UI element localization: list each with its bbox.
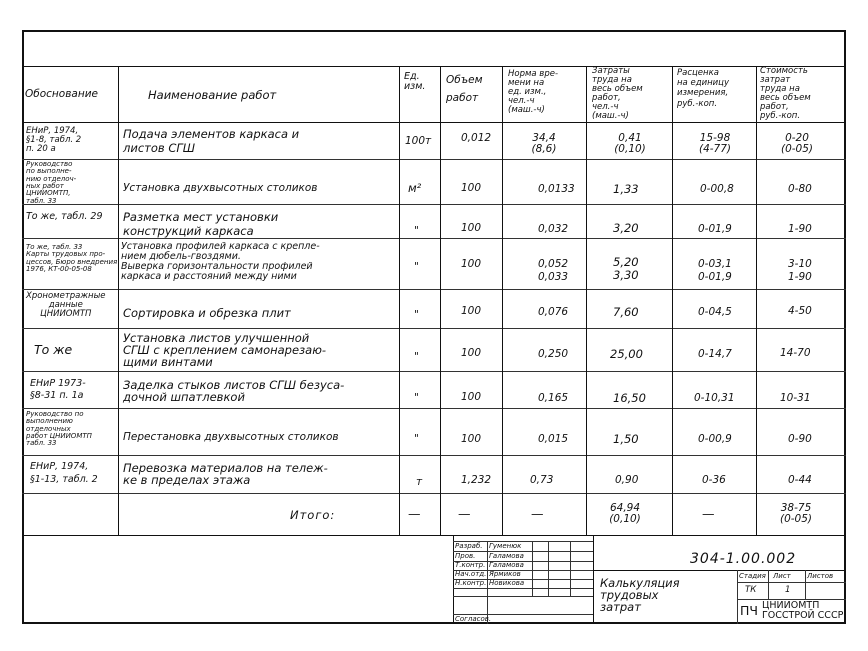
row2-cost: 0-80 [788, 183, 812, 195]
total-norm-dash: — [531, 506, 544, 521]
row1-cost: 0-20 (0-05) [780, 132, 814, 156]
stamp-org-prefix: ПЧ [740, 603, 758, 618]
stamp-name: Гуменюк [489, 542, 522, 550]
row7-basis: ЕНиР 1973- §8-31 п. 1а [30, 378, 86, 402]
row6-labor: 25,00 [610, 347, 643, 361]
row3-unit: " [414, 225, 419, 237]
row-line [22, 328, 846, 329]
row9-labor: 0,90 [615, 474, 639, 486]
stamp-role: Т.контр. [455, 561, 486, 569]
row8-basis: Руководство по выполнению отделочных работ ЦНИИОМТП табл. 33 [26, 410, 92, 448]
total-label: Итого: [290, 508, 336, 522]
col-line [672, 66, 673, 535]
row7-rate: 0-10,31 [694, 392, 735, 404]
row7-unit: " [414, 392, 419, 404]
row2-unit: м² [408, 181, 422, 195]
total-unit-dash: — [408, 506, 421, 521]
row4-labor: 5,20 3,30 [613, 255, 639, 282]
row4-name: Установка профилей каркаса с крепле- нием дюбель-гвоздями. Выверка горизонтальности профилей каркаса и расстояний между ними [121, 241, 320, 282]
row3-volume: 100 [461, 222, 482, 234]
row7-volume: 100 [461, 391, 482, 403]
col-line [399, 66, 400, 535]
stamp-role: Н.контр. [455, 579, 487, 587]
header-name: Наименование работ [148, 88, 277, 102]
row1-name: Подача элементов каркаса и листов СГШ [123, 127, 300, 156]
row4-rate: 0-03,1 0-01,9 [698, 258, 732, 283]
row4-cost: 3-10 1-90 [788, 258, 812, 283]
col-line [502, 66, 503, 535]
row3-rate: 0-01,9 [698, 223, 732, 235]
row7-norm: 0,165 [538, 392, 569, 404]
stamp-mid-line [593, 535, 594, 624]
header-volume: Объем работ [446, 74, 483, 104]
row5-norm: 0,076 [538, 306, 569, 318]
row5-name: Сортировка и обрезка плит [123, 306, 291, 320]
row1-volume: 0,012 [461, 132, 492, 144]
stamp-name: Новикова [489, 579, 525, 587]
total-cost: 38-75 (0-05) [779, 502, 813, 526]
table-bottom-line [22, 535, 846, 536]
row2-norm: 0,0133 [538, 183, 575, 195]
row4-volume: 100 [461, 258, 482, 270]
stamp-info-line [768, 570, 769, 599]
header-norm: Норма вре- мени на ед. изм., чел.-ч (маш.-ч) [508, 69, 559, 115]
row8-volume: 100 [461, 433, 482, 445]
header-rate: Расценка на единицу измерения, руб.-коп. [677, 68, 729, 109]
header-basis: Обоснование [25, 88, 98, 100]
row9-basis: ЕНиР, 1974, §1-13, табл. 2 [30, 461, 98, 486]
header-cost: Стоимость затрат труда на весь объем работ, руб.-коп. [760, 66, 811, 121]
stamp-row-line [453, 588, 593, 589]
col-line [586, 66, 587, 535]
row4-norm: 0,052 0,033 [538, 258, 569, 283]
stamp-name: Ярмиков [489, 570, 521, 578]
row1-rate: 15-98 (4-77) [698, 132, 732, 156]
stamp-sheet-value: 1 [785, 585, 791, 595]
stamp-role: Пров. [455, 552, 476, 560]
row-line [22, 289, 846, 290]
row-line [22, 204, 846, 205]
row2-labor: 1,33 [613, 182, 639, 196]
row8-unit: " [414, 433, 419, 445]
col-line [756, 66, 757, 535]
row5-cost: 4-50 [788, 305, 812, 317]
row8-cost: 0-90 [788, 433, 812, 445]
stamp-col-line [487, 541, 488, 624]
row2-volume: 100 [461, 182, 482, 194]
col-line [440, 66, 441, 535]
row-line [22, 408, 846, 409]
row6-basis: То же [34, 342, 73, 357]
row1-norm: 34,4 (8,6) [531, 132, 557, 156]
row1-basis: ЕНиР, 1974, §1-8, табл. 2 п. 20 а [26, 126, 82, 154]
row8-rate: 0-00,9 [698, 433, 732, 445]
row8-norm: 0,015 [538, 433, 569, 445]
stamp-role: Разраб. [455, 542, 483, 550]
row5-rate: 0-04,5 [698, 306, 732, 318]
stamp-name: Галамова [489, 552, 524, 560]
row2-rate: 0-00,8 [700, 183, 734, 195]
row8-labor: 1,50 [613, 432, 639, 446]
stamp-name: Галамова [489, 561, 524, 569]
row-line [22, 455, 846, 456]
row9-cost: 0-44 [788, 474, 812, 486]
row6-norm: 0,250 [538, 348, 569, 360]
row8-name: Перестановка двухвысотных столиков [123, 431, 339, 443]
row3-basis: То же, табл. 29 [26, 211, 103, 222]
stamp-sheets-label: Листов [807, 572, 834, 580]
stamp-doc-title: Калькуляция трудовых затрат [600, 576, 680, 615]
table-top-line [22, 66, 846, 67]
row6-unit: " [414, 351, 419, 363]
row9-unit: т [416, 476, 423, 488]
row9-rate: 0-36 [702, 474, 726, 486]
stamp-sheet-label: Лист [773, 572, 791, 580]
row4-unit: " [414, 261, 419, 273]
row7-cost: 10-31 [780, 392, 811, 404]
row3-labor: 3,20 [613, 221, 639, 235]
stamp-doc-code: 304-1.00.002 [690, 551, 797, 567]
stamp-role: Нач.отд. [455, 570, 487, 578]
row3-name: Разметка мест установки конструкций каркаса [123, 210, 279, 239]
row6-name: Установка листов улучшенной СГШ с креплением самонарезаю- щими винтами [123, 331, 327, 370]
row3-cost: 1-90 [788, 223, 812, 235]
stamp-info-line [737, 582, 846, 583]
row6-volume: 100 [461, 347, 482, 359]
row2-name: Установка двухвысотных столиков [123, 182, 318, 194]
stamp-org-name: ЦНИИОМТП ГОССТРОЙ СССР [762, 600, 844, 621]
row5-unit: " [414, 309, 419, 321]
row-line [22, 371, 846, 372]
row6-cost: 14-70 [780, 347, 811, 359]
stamp-code-line [593, 570, 846, 571]
row-line [22, 493, 846, 494]
row2-basis: Руководство по выполне- нию отделоч- ных работ ЦНИИОМТП, табл. 33 [26, 160, 77, 205]
row5-basis: Хронометражные данные ЦНИИОМТП [26, 291, 106, 319]
total-rate-dash: — [702, 506, 715, 521]
row9-volume: 1,232 [461, 474, 492, 486]
header-labor: Затраты труда на весь объем работ, чел.-ч (маш.-ч) [592, 66, 643, 121]
row7-labor: 16,50 [613, 391, 646, 405]
stamp-info-line [737, 570, 738, 624]
row6-rate: 0-14,7 [698, 348, 732, 360]
row1-unit: 100т [405, 135, 432, 147]
row3-norm: 0,032 [538, 223, 569, 235]
stamp-info-line [805, 570, 806, 599]
stamp-stage-label: Стадия [739, 572, 766, 580]
row4-basis: То же, табл. 33 Карты трудовых про- цессов, Бюро внедрения 1976, КТ-00-05-08 [26, 243, 118, 274]
row-line [22, 159, 846, 160]
col-line [118, 66, 119, 535]
row1-labor: 0,41 (0,10) [614, 132, 646, 156]
stamp-stage-value: ТК [745, 585, 757, 595]
total-volume-dash: — [458, 506, 471, 521]
row9-name: Перевозка материалов на тележ- ке в пределах этажа [123, 461, 328, 488]
total-labor: 64,94 (0,10) [609, 502, 641, 526]
header-unit: Ед. изм. [404, 71, 426, 92]
stamp-role: Согласов. [455, 615, 492, 623]
row9-norm: 0,73 [530, 474, 554, 486]
stamp-row-line [453, 596, 593, 597]
row5-labor: 7,60 [613, 305, 639, 319]
row5-volume: 100 [461, 305, 482, 317]
header-bottom-line [22, 122, 846, 123]
row7-name: Заделка стыков листов СГШ безуса- дочной шпатлевкой [123, 378, 345, 405]
